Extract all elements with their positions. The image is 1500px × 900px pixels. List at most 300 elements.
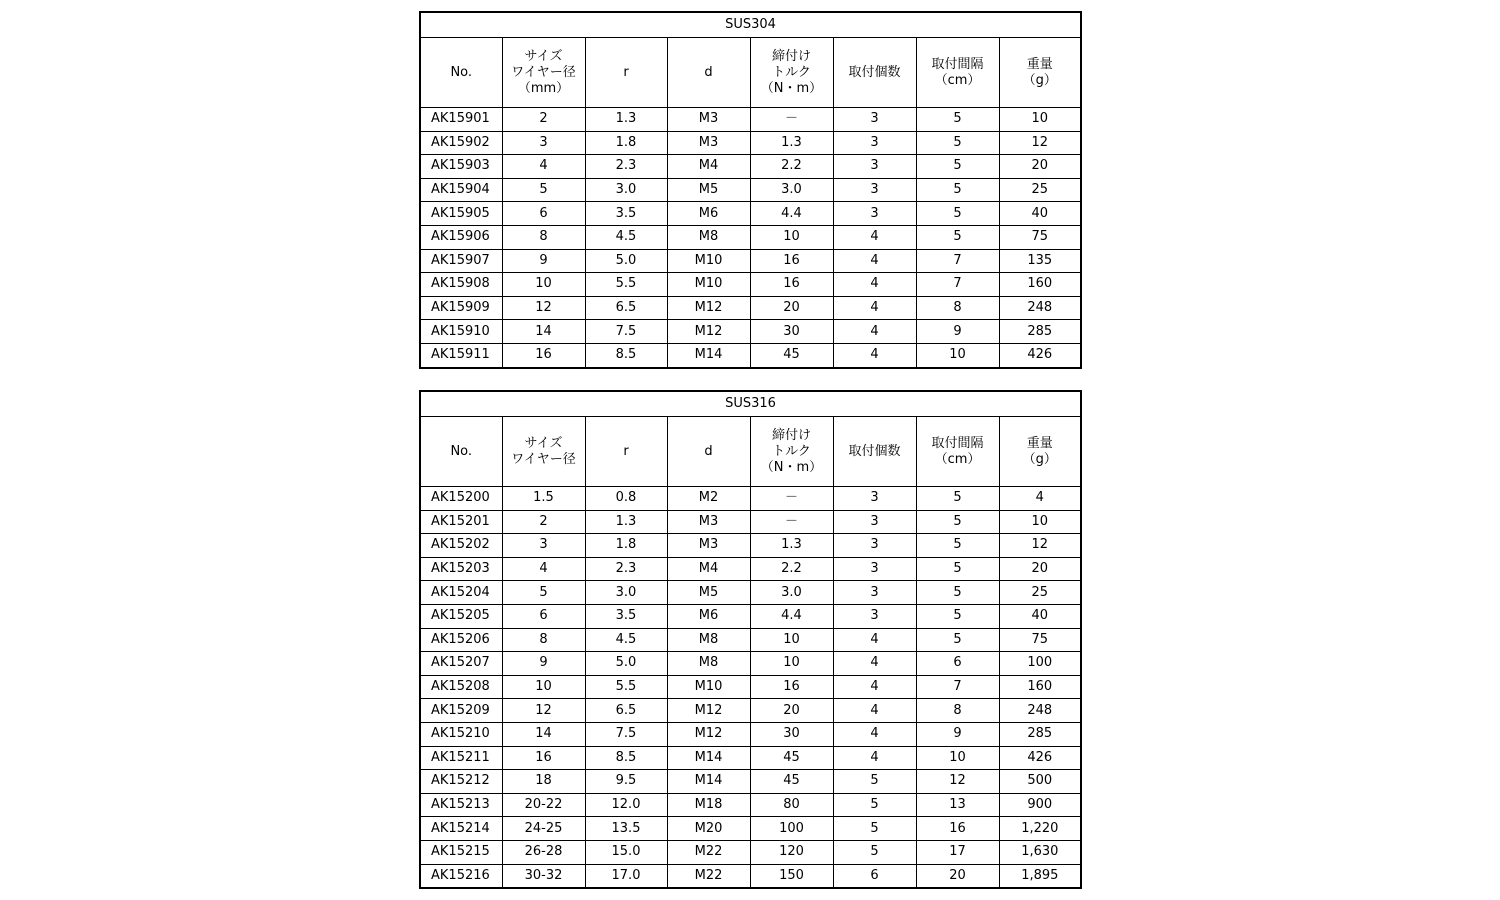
cell-no: AK15909 [420,296,502,320]
cell-r: 12.0 [585,793,667,817]
cell-r: 6.5 [585,699,667,723]
header-line: トルク [772,443,811,459]
table-row [420,178,1081,202]
table-row [420,487,1081,511]
cell-r: 4.5 [585,225,667,249]
cell-torque: 10 [750,628,833,652]
cell-weight: 500 [999,770,1081,794]
cell-no: AK15905 [420,202,502,226]
cell-d: M12 [667,296,750,320]
cell-size: 9 [502,652,585,676]
cell-interval: 7 [916,273,999,297]
table-row [420,722,1081,746]
cell-weight: 25 [999,581,1081,605]
table-row [420,273,1081,297]
cell-r: 4.5 [585,628,667,652]
cell-r: 1.8 [585,131,667,155]
cell-count: 3 [833,178,916,202]
cell-r: 1.3 [585,108,667,132]
cell-interval: 5 [916,131,999,155]
cell-size: 12 [502,296,585,320]
cell-no: AK15906 [420,225,502,249]
header-line: r [623,64,629,80]
cell-count: 3 [833,604,916,628]
cell-size: 16 [502,343,585,367]
cell-count: 3 [833,155,916,179]
cell-no: AK15209 [420,699,502,723]
cell-count: 4 [833,249,916,273]
cell-d: M3 [667,534,750,558]
cell-no: AK15203 [420,557,502,581]
cell-torque: 2.2 [750,557,833,581]
cell-no: AK15212 [420,770,502,794]
cell-no: AK15208 [420,675,502,699]
cell-no: AK15214 [420,817,502,841]
cell-r: 8.5 [585,343,667,367]
cell-torque: 100 [750,817,833,841]
cell-size: 6 [502,604,585,628]
cell-r: 9.5 [585,770,667,794]
cell-interval: 5 [916,628,999,652]
cell-weight: 426 [999,343,1081,367]
cell-interval: 5 [916,557,999,581]
cell-count: 3 [833,108,916,132]
header-interval [916,38,999,108]
cell-weight: 160 [999,273,1081,297]
cell-weight: 20 [999,557,1081,581]
cell-interval: 13 [916,793,999,817]
cell-d: M8 [667,628,750,652]
header-torque [750,38,833,108]
cell-torque: － [750,108,833,132]
cell-count: 5 [833,770,916,794]
cell-no: AK15207 [420,652,502,676]
cell-d: M12 [667,320,750,344]
cell-size: 8 [502,628,585,652]
cell-d: M3 [667,510,750,534]
table-row [420,699,1081,723]
cell-interval: 5 [916,178,999,202]
header-line: （cm） [934,451,981,467]
header-no [420,38,502,108]
cell-size: 20-22 [502,793,585,817]
table-row [420,793,1081,817]
cell-r: 5.0 [585,652,667,676]
cell-weight: 10 [999,108,1081,132]
cell-no: AK15201 [420,510,502,534]
cell-d: M4 [667,155,750,179]
header-row [420,417,1081,487]
header-line: サイズ [524,48,563,64]
cell-count: 6 [833,864,916,888]
cell-no: AK15910 [420,320,502,344]
header-line: （N・m） [760,80,823,96]
table-row [420,746,1081,770]
cell-no: AK15206 [420,628,502,652]
cell-weight: 40 [999,604,1081,628]
cell-size: 2 [502,108,585,132]
cell-count: 4 [833,652,916,676]
table-row [420,770,1081,794]
cell-r: 3.0 [585,178,667,202]
table-row [420,557,1081,581]
header-interval [916,417,999,487]
cell-r: 5.0 [585,249,667,273]
header-line: （mm） [517,80,570,96]
cell-interval: 12 [916,770,999,794]
cell-no: AK15204 [420,581,502,605]
cell-size: 14 [502,722,585,746]
cell-d: M20 [667,817,750,841]
table-row [420,249,1081,273]
cell-d: M3 [667,108,750,132]
cell-count: 4 [833,320,916,344]
header-weight [999,417,1081,487]
cell-weight: 75 [999,628,1081,652]
cell-no: AK15213 [420,793,502,817]
cell-size: 5 [502,178,585,202]
header-no [420,417,502,487]
cell-torque: － [750,510,833,534]
cell-r: 5.5 [585,675,667,699]
cell-torque: 45 [750,746,833,770]
cell-count: 4 [833,343,916,367]
cell-weight: 1,895 [999,864,1081,888]
cell-torque: 45 [750,343,833,367]
cell-d: M18 [667,793,750,817]
cell-d: M8 [667,652,750,676]
header-size [502,38,585,108]
table-row [420,225,1081,249]
cell-interval: 5 [916,510,999,534]
cell-count: 3 [833,581,916,605]
cell-no: AK15907 [420,249,502,273]
cell-count: 3 [833,534,916,558]
table-row [420,864,1081,888]
cell-torque: 4.4 [750,202,833,226]
cell-r: 6.5 [585,296,667,320]
cell-r: 3.5 [585,604,667,628]
cell-size: 4 [502,155,585,179]
cell-r: 15.0 [585,840,667,864]
cell-size: 9 [502,249,585,273]
cell-count: 5 [833,817,916,841]
cell-r: 17.0 [585,864,667,888]
cell-count: 5 [833,793,916,817]
table-row [420,652,1081,676]
cell-interval: 6 [916,652,999,676]
cell-no: AK15202 [420,534,502,558]
cell-weight: 285 [999,320,1081,344]
table-row [420,628,1081,652]
cell-d: M12 [667,699,750,723]
cell-r: 1.3 [585,510,667,534]
cell-weight: 160 [999,675,1081,699]
cell-interval: 8 [916,296,999,320]
cell-d: M3 [667,131,750,155]
cell-weight: 12 [999,534,1081,558]
cell-d: M22 [667,864,750,888]
cell-torque: 150 [750,864,833,888]
cell-torque: 16 [750,249,833,273]
sus304-spec-table [419,11,1082,369]
cell-d: M14 [667,746,750,770]
cell-interval: 5 [916,225,999,249]
cell-interval: 9 [916,722,999,746]
cell-no: AK15911 [420,343,502,367]
cell-count: 3 [833,487,916,511]
cell-weight: 285 [999,722,1081,746]
cell-d: M12 [667,722,750,746]
cell-weight: 248 [999,296,1081,320]
header-line: 締付け [771,48,811,64]
cell-size: 10 [502,273,585,297]
cell-size: 3 [502,534,585,558]
table-title: SUS304 [420,12,1081,38]
header-weight [999,38,1081,108]
header-line: 取付個数 [848,64,901,80]
cell-size: 5 [502,581,585,605]
cell-r: 2.3 [585,155,667,179]
header-r [585,417,667,487]
cell-torque: 1.3 [750,534,833,558]
cell-size: 24-25 [502,817,585,841]
cell-no: AK15904 [420,178,502,202]
cell-torque: 20 [750,296,833,320]
cell-weight: 1,220 [999,817,1081,841]
cell-interval: 5 [916,534,999,558]
table-row [420,817,1081,841]
cell-r: 7.5 [585,320,667,344]
cell-weight: 20 [999,155,1081,179]
cell-interval: 9 [916,320,999,344]
cell-count: 4 [833,722,916,746]
cell-count: 4 [833,675,916,699]
cell-interval: 5 [916,604,999,628]
cell-size: 12 [502,699,585,723]
cell-r: 7.5 [585,722,667,746]
cell-d: M6 [667,604,750,628]
cell-size: 2 [502,510,585,534]
cell-d: M14 [667,343,750,367]
table-title-row [420,391,1081,417]
cell-d: M10 [667,675,750,699]
header-line: （g） [1022,451,1057,467]
cell-size: 4 [502,557,585,581]
cell-torque: 10 [750,225,833,249]
cell-d: M8 [667,225,750,249]
cell-interval: 7 [916,675,999,699]
table-row [420,840,1081,864]
cell-size: 8 [502,225,585,249]
cell-interval: 17 [916,840,999,864]
cell-r: 3.0 [585,581,667,605]
header-line: d [704,443,713,459]
cell-no: AK15215 [420,840,502,864]
table-row [420,320,1081,344]
header-line: 取付個数 [848,443,901,459]
cell-torque: 16 [750,273,833,297]
header-line: d [704,64,713,80]
header-line: 取付間隔 [931,435,984,451]
cell-torque: 20 [750,699,833,723]
cell-no: AK15200 [420,487,502,511]
header-line: 重量 [1026,56,1053,72]
cell-torque: 30 [750,320,833,344]
cell-torque: 45 [750,770,833,794]
header-line: No. [450,64,473,80]
cell-d: M10 [667,249,750,273]
header-line: （cm） [934,72,981,88]
header-r [585,38,667,108]
cell-weight: 248 [999,699,1081,723]
header-size [502,417,585,487]
cell-count: 4 [833,699,916,723]
cell-weight: 4 [999,487,1081,511]
cell-interval: 8 [916,699,999,723]
header-line: 重量 [1026,435,1053,451]
cell-count: 5 [833,840,916,864]
sus316-spec-table [419,390,1082,889]
cell-size: 16 [502,746,585,770]
cell-weight: 10 [999,510,1081,534]
cell-torque: 30 [750,722,833,746]
cell-r: 8.5 [585,746,667,770]
cell-d: M22 [667,840,750,864]
cell-no: AK15216 [420,864,502,888]
cell-torque: 80 [750,793,833,817]
cell-size: 10 [502,675,585,699]
table-row [420,675,1081,699]
header-count [833,38,916,108]
header-line: トルク [772,64,811,80]
cell-weight: 1,630 [999,840,1081,864]
cell-size: 26-28 [502,840,585,864]
cell-count: 3 [833,202,916,226]
table-row [420,343,1081,367]
table-row [420,155,1081,179]
cell-r: 1.8 [585,534,667,558]
cell-r: 3.5 [585,202,667,226]
table-row [420,534,1081,558]
cell-weight: 40 [999,202,1081,226]
cell-d: M10 [667,273,750,297]
cell-weight: 900 [999,793,1081,817]
table-row [420,604,1081,628]
cell-interval: 10 [916,343,999,367]
cell-count: 3 [833,131,916,155]
cell-weight: 75 [999,225,1081,249]
cell-size: 1.5 [502,487,585,511]
table-row [420,510,1081,534]
cell-torque: 4.4 [750,604,833,628]
cell-torque: 120 [750,840,833,864]
cell-no: AK15902 [420,131,502,155]
cell-d: M14 [667,770,750,794]
header-line: サイズ [524,435,563,451]
cell-d: M4 [667,557,750,581]
header-line: 取付間隔 [931,56,984,72]
header-line: No. [450,443,473,459]
cell-count: 4 [833,296,916,320]
cell-interval: 5 [916,108,999,132]
cell-count: 4 [833,628,916,652]
cell-weight: 25 [999,178,1081,202]
cell-torque: 16 [750,675,833,699]
cell-interval: 20 [916,864,999,888]
cell-r: 5.5 [585,273,667,297]
header-line: r [623,443,629,459]
cell-weight: 135 [999,249,1081,273]
header-torque [750,417,833,487]
cell-interval: 5 [916,581,999,605]
cell-count: 4 [833,273,916,297]
cell-torque: 1.3 [750,131,833,155]
cell-size: 3 [502,131,585,155]
cell-size: 6 [502,202,585,226]
cell-d: M2 [667,487,750,511]
table-row [420,131,1081,155]
cell-d: M6 [667,202,750,226]
cell-interval: 10 [916,746,999,770]
table-row [420,108,1081,132]
cell-no: AK15908 [420,273,502,297]
cell-interval: 16 [916,817,999,841]
header-line: ワイヤー径 [511,451,576,467]
cell-interval: 5 [916,487,999,511]
cell-torque: 10 [750,652,833,676]
cell-no: AK15903 [420,155,502,179]
header-line: （N・m） [760,459,823,475]
table-row [420,296,1081,320]
cell-no: AK15205 [420,604,502,628]
cell-d: M5 [667,581,750,605]
cell-r: 2.3 [585,557,667,581]
cell-no: AK15901 [420,108,502,132]
cell-no: AK15210 [420,722,502,746]
cell-no: AK15211 [420,746,502,770]
header-line: ワイヤー径 [511,64,576,80]
header-d [667,417,750,487]
cell-size: 18 [502,770,585,794]
cell-count: 4 [833,225,916,249]
cell-d: M5 [667,178,750,202]
cell-weight: 426 [999,746,1081,770]
cell-torque: 2.2 [750,155,833,179]
header-count [833,417,916,487]
cell-count: 4 [833,746,916,770]
table-row [420,581,1081,605]
cell-torque: 3.0 [750,581,833,605]
table-title: SUS316 [420,391,1081,417]
cell-torque: － [750,487,833,511]
cell-size: 30-32 [502,864,585,888]
cell-count: 3 [833,510,916,534]
cell-count: 3 [833,557,916,581]
header-row [420,38,1081,108]
cell-r: 0.8 [585,487,667,511]
header-line: （g） [1022,72,1057,88]
cell-size: 14 [502,320,585,344]
table-title-row [420,12,1081,38]
cell-weight: 12 [999,131,1081,155]
cell-interval: 7 [916,249,999,273]
cell-weight: 100 [999,652,1081,676]
table-row [420,202,1081,226]
header-line: 締付け [771,427,811,443]
cell-interval: 5 [916,155,999,179]
cell-torque: 3.0 [750,178,833,202]
